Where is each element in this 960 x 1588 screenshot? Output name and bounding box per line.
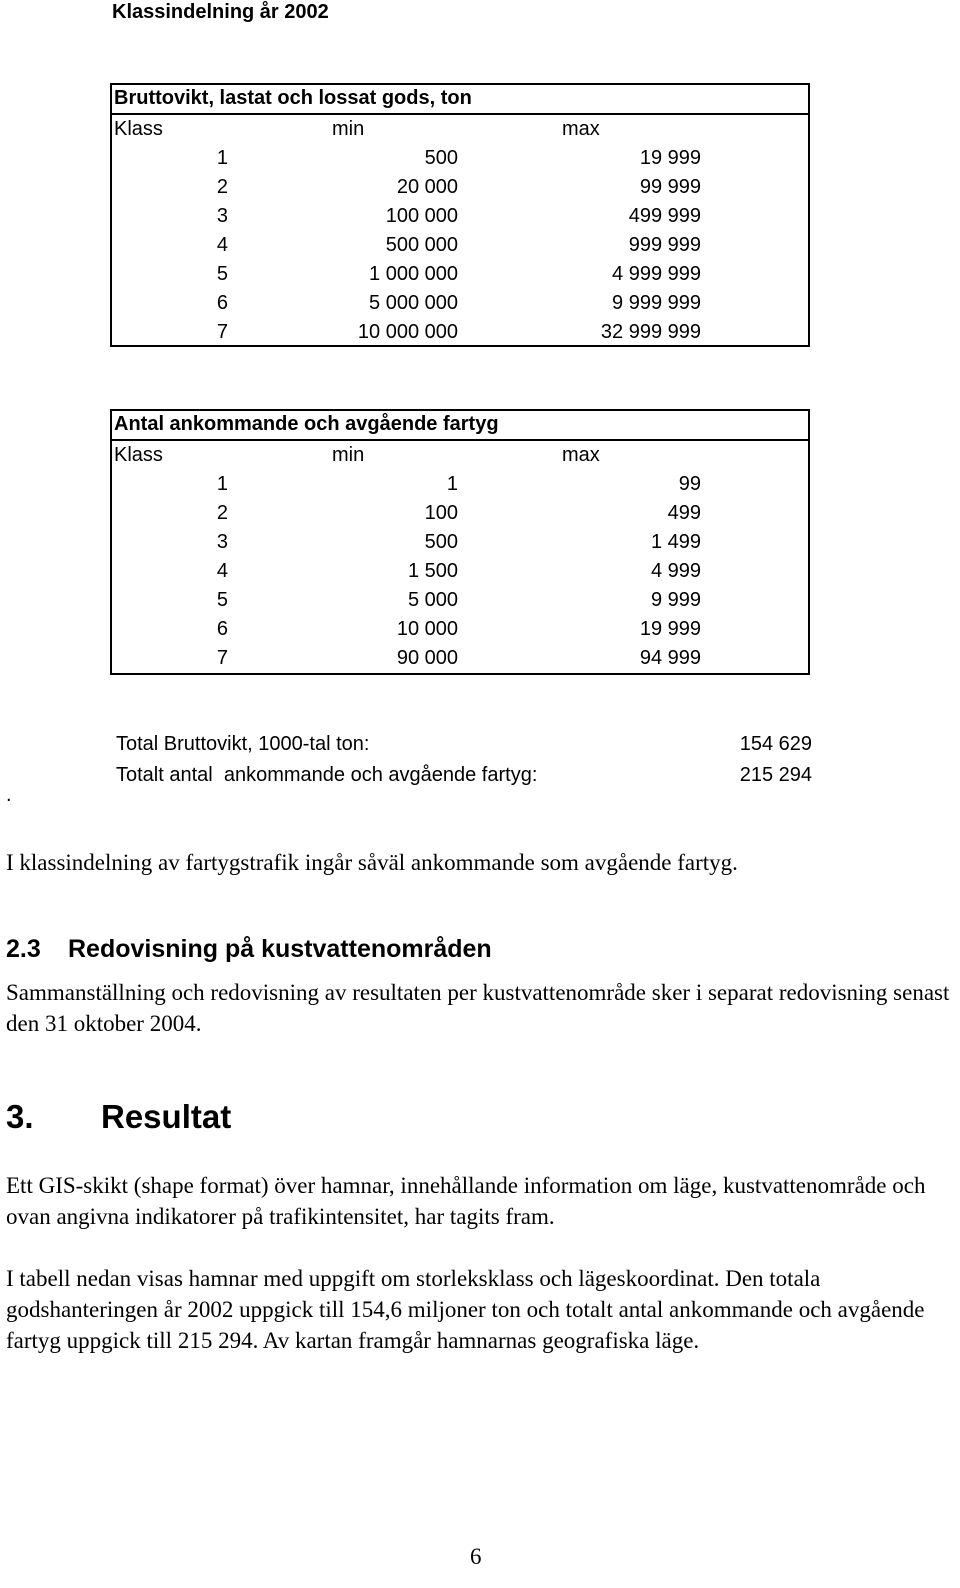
cell-klass: 3 [216,205,228,227]
table-row [112,231,808,260]
cell-klass: 3 [216,531,228,553]
cell-min: 20 000 [396,176,458,198]
total-vessels-value: 215 294 [739,764,812,786]
cell-klass: 4 [216,560,228,582]
cell-min: 10 000 000 [357,321,458,343]
cell-max: 4 999 [650,560,701,582]
cell-max: 19 999 [639,618,701,640]
cell-min: 500 [424,147,458,169]
table-row [112,586,808,615]
cell-max: 32 999 999 [600,321,701,343]
header-min: min [332,444,365,466]
cell-klass: 6 [216,618,228,640]
cell-min: 100 000 [385,205,458,227]
table-row [112,202,808,231]
header-min: min [332,118,365,140]
table-row [112,644,808,673]
vessel-class-table [110,409,810,675]
table-row [112,615,808,644]
cell-klass: 2 [216,176,228,198]
cell-min: 5 000 [407,589,458,611]
results-paragraph-1: Ett GIS-skikt (shape format) över hamnar, innehållande information om läge, kustvattenområde och ovan angivna indikatorer på trafikintensitet, har tagits fram. [6,1173,926,1229]
table-row [112,470,808,499]
cell-max: 9 999 [650,589,701,611]
cell-klass: 7 [216,647,228,669]
cell-max: 9 999 999 [612,292,701,314]
page-number: 6 [470,1544,482,1569]
header-max: max [562,444,600,466]
cell-min: 5 000 000 [369,292,458,314]
table-row [112,318,808,347]
cell-min: 90 000 [396,647,458,669]
results-paragraph-2: I tabell nedan visas hamnar med uppgift om storleksklass och lägeskoordinat. Den totala godshanteringen år 2002 uppgick till 154,6 miljoner ton och totalt antal ankommande och avgående fartyg uppgick till 215 294. Av kartan framgår hamnarnas geografiska läge. [6,1266,925,1353]
cell-max: 4 999 999 [612,263,701,285]
table-row [112,289,808,318]
cell-klass: 4 [216,234,228,256]
table-row [112,260,808,289]
cell-min: 1 500 [407,560,458,582]
section-number: 3. [6,1098,34,1135]
cell-min: 500 [424,531,458,553]
table-header-row [112,441,808,470]
cell-min: 500 000 [385,234,458,256]
classification-note: I klassindelning av fartygstrafik ingår såväl ankommande som avgående fartyg. [6,850,738,875]
cell-max: 499 999 [628,205,701,227]
cell-min: 100 [424,502,458,524]
table-title: Bruttovikt, lastat och lossat gods, ton [112,85,808,115]
totals-block [116,733,812,795]
cell-klass: 2 [216,502,228,524]
total-vessels-label: Totalt antal ankommande och avgående fartyg: [116,764,538,786]
table-row [112,144,808,173]
header-max: max [562,118,600,140]
cell-max: 94 999 [639,647,701,669]
tonnage-class-table [110,83,810,347]
table-title: Antal ankommande och avgående fartyg [112,411,808,441]
cell-min: 1 [446,473,458,495]
cell-max: 99 [678,473,701,495]
cell-klass: 7 [216,321,228,343]
table-row [112,557,808,586]
cell-max: 999 999 [628,234,701,256]
table-row [112,499,808,528]
cell-klass: 5 [216,589,228,611]
table-row [112,528,808,557]
cell-max: 1 499 [650,531,701,553]
cell-klass: 1 [216,147,228,169]
cell-klass: 6 [216,292,228,314]
table-header-row [112,115,808,144]
total-tonnage-label: Total Bruttovikt, 1000-tal ton: [116,733,370,755]
section-title: Redovisning på kustvattenområden [68,935,492,963]
cell-min: 10 000 [396,618,458,640]
cell-max: 19 999 [639,147,701,169]
stray-dot: . [6,784,12,806]
header-klass: Klass [114,444,163,466]
total-tonnage-row [116,733,812,764]
cell-min: 1 000 000 [369,263,458,285]
section-2-3-text: Sammanställning och redovisning av resultaten per kustvattenområde sker i separat redovisning senast den 31 oktober 2004. [6,980,950,1036]
header-klass: Klass [114,118,163,140]
total-vessels-row [116,764,812,795]
section-title: Resultat [101,1098,232,1135]
section-3-heading [6,1098,231,1136]
cell-klass: 5 [216,263,228,285]
total-tonnage-value: 154 629 [739,733,812,755]
cell-max: 499 [667,502,701,524]
page-heading: Klassindelning år 2002 [112,1,329,23]
section-number: 2.3 [6,935,41,963]
cell-max: 99 999 [639,176,701,198]
cell-klass: 1 [216,473,228,495]
section-2-3-heading [6,935,492,964]
table-row [112,173,808,202]
